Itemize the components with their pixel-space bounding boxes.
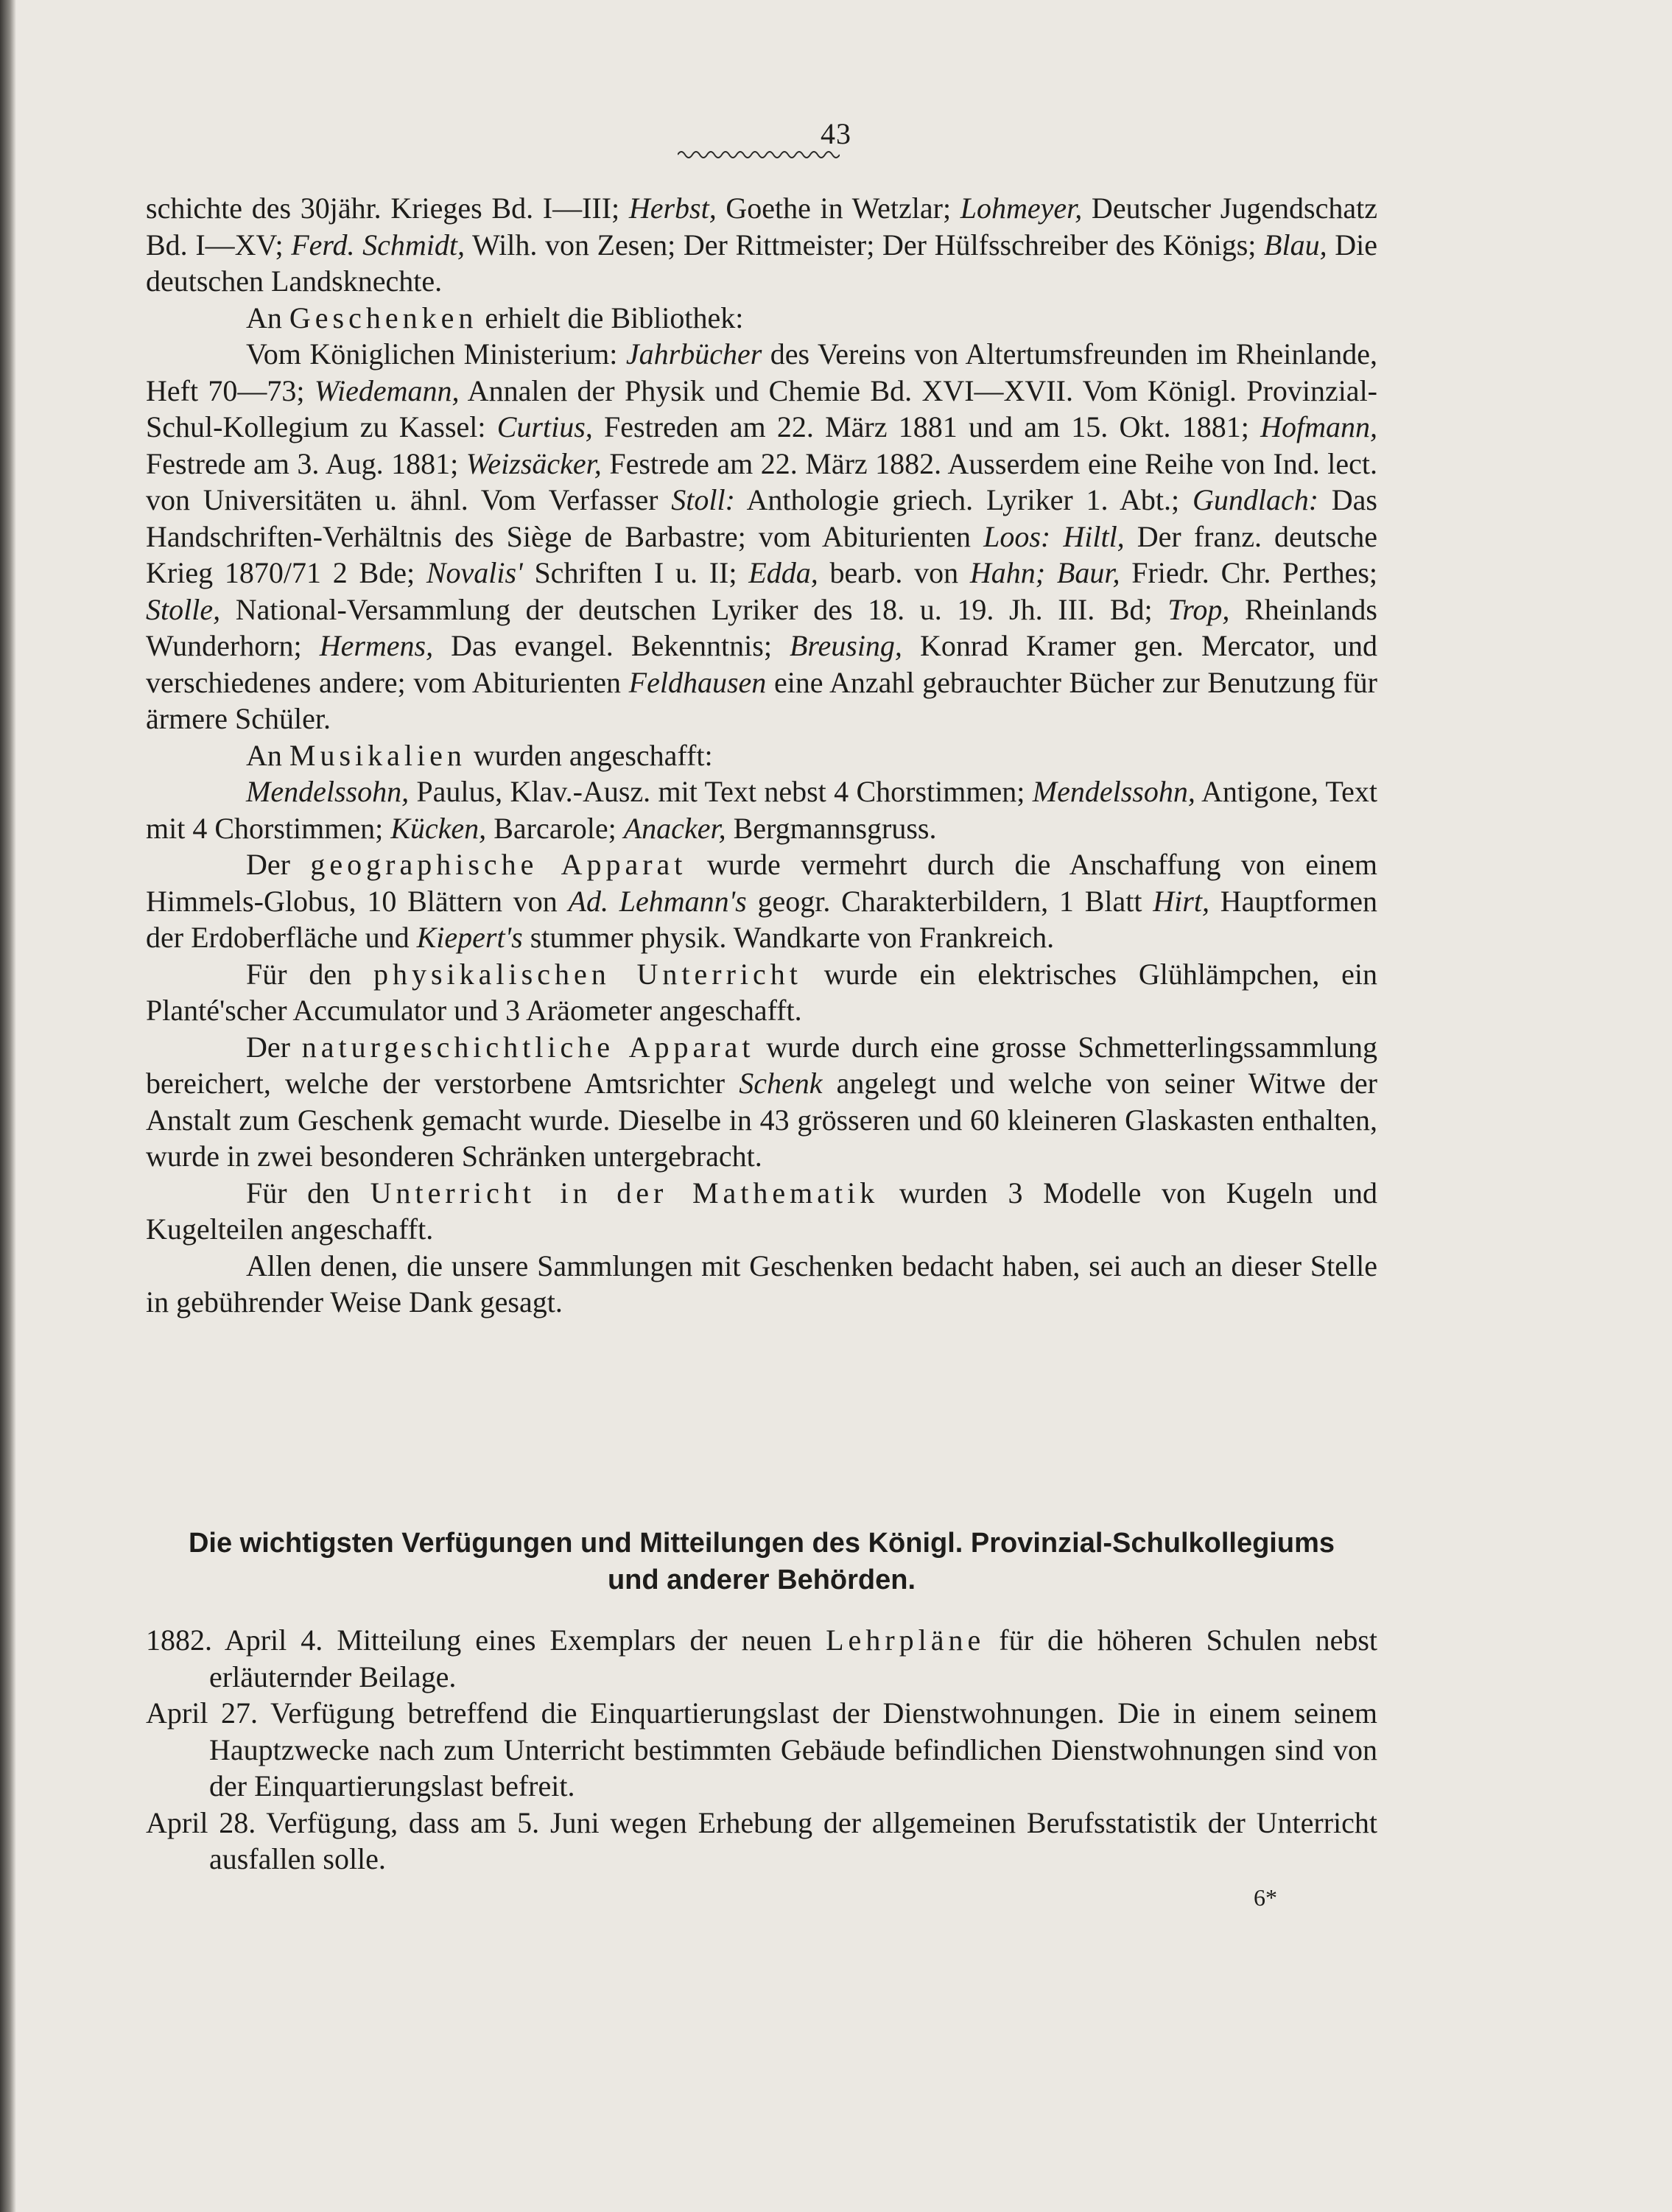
paragraph-mathematics: Für den Unterricht in der Mathematik wurden 3 Modelle von Kugeln und Kugelteilen angeschafft. [146, 1176, 1377, 1246]
section-heading [146, 1525, 1377, 1598]
page-number: 43 [821, 117, 851, 150]
page-edge-shadow [0, 0, 16, 2212]
section-heading-line-2: und anderer Behörden. [607, 1565, 916, 1595]
paragraph-library-continuation: schichte des 30jähr. Krieges Bd. I—III; Herbst, Goethe in Wetzlar; Lohmeyer, Deutscher Jugendschatz Bd. I—XV; Ferd. Schmidt, Wilh. von Zesen; Der Rittmeister; Der Hülfsschreiber des Königs; Blau, Die deutschen Landsknechte. [146, 192, 1378, 298]
paragraph-thanks: Allen denen, die unsere Sammlungen mit Geschenken bedacht haben, sei auch an dieser Stelle in gebührender Weise Dank gesagt. [146, 1249, 1377, 1319]
decree-entry: 1882. April 4. Mitteilung eines Exemplars der neuen Lehrpläne für die höheren Schulen nebst erläuternder Beilage. [146, 1623, 1378, 1693]
paragraph-geography: Der geographische Apparat wurde vermehrt durch die Anschaffung von einem Himmels-Globus, 10 Blättern von Ad. Lehmann's geogr. Charakterbildern, 1 Blatt Hirt, Hauptformen der Erdoberfläche und Kiepert's stummer physik. Wandkarte von Frankreich. [146, 848, 1378, 954]
paragraph-physics: Für den physikalischen Unterricht wurde ein elektrisches Glühlämpchen, ein Planté'scher Accumulator und 3 Aräometer angeschafft. [146, 957, 1377, 1027]
wavy-ornament [678, 147, 840, 162]
paragraph-gifts-list: Vom Königlichen Ministerium: Jahrbücher des Vereins von Altertumsfreunden im Rheinlande, Heft 70—73; Wiedemann, Annalen der Physik und Chemie Bd. XVI—XVII. Vom Königl. Provinzial-Schul-Kollegium zu Kassel: Curtius, Festreden am 22. März 1881 und am 15. Okt. 1881; Hofmann, Festrede am 3. Aug. 1881; Weizsäcker, Festrede am 22. März 1882. Ausserdem eine Reihe von Ind. lect. von Universitäten u. ähnl. Vom Verfasser Stoll: Anthologie griech. Lyriker 1. Abt.; Gundlach: Das Handschriften-Verhältnis des Siège de Barbastre; vom Abiturienten Loos: Hiltl, Der franz. deutsche Krieg 1870/71 2 Bde; Novalis' Schriften I u. II; Edda, bearb. von Hahn; Baur, Friedr. Chr. Perthes; Stolle, National-Versammlung der deutschen Lyriker des 18. u. 19. Jh. III. Bd; Trop, Rheinlands Wunderhorn; Hermens, Das evangel. Bekenntnis; Breusing, Konrad Kramer gen. Mercator, und verschiedenes andere; vom Abiturienten Feldhausen eine Anzahl gebrauchter Bücher zur Benutzung für ärmere Schüler. [146, 337, 1378, 735]
paragraph-music-list: Mendelssohn, Paulus, Klav.-Ausz. mit Text nebst 4 Chorstimmen; Mendelssohn, Antigone, Text mit 4 Chorstimmen; Kücken, Barcarole; Anacker, Bergmannsgruss. [146, 775, 1377, 845]
body-text [146, 190, 1377, 1321]
section-heading-line-1: Die wichtigsten Verfügungen und Mitteilungen des Königl. Provinzial-Schulkollegiums [188, 1528, 1335, 1559]
sheet-signature: 6* [1254, 1884, 1277, 1911]
decree-list [146, 1622, 1377, 1878]
paragraph-music-intro: An Musikalien wurden angeschafft: [246, 738, 713, 772]
decree-entry: April 28. Verfügung, dass am 5. Juni wegen Erhebung der allgemeinen Berufsstatistik der Unterricht ausfallen solle. [146, 1805, 1378, 1875]
paragraph-gifts-intro: An Geschenken erhielt die Bibliothek: [246, 301, 744, 334]
decree-entry: April 27. Verfügung betreffend die Einquartierungslast der Dienstwohnungen. Die in einem seinem Hauptzwecke nach zum Unterricht bestimmten Gebäude befindlichen Dienstwohnungen sind von der Einquartierungslast befreit. [146, 1696, 1377, 1802]
paragraph-natural-history: Der naturgeschichtliche Apparat wurde durch eine grosse Schmetterlingssammlung bereichert, welche der verstorbene Amtsrichter Schenk angelegt und welche von seiner Witwe der Anstalt zum Geschenk gemacht wurde. Dieselbe in 43 grösseren und 60 kleineren Glaskasten enthalten, wurde in zwei besonderen Schränken untergebracht. [146, 1030, 1378, 1173]
